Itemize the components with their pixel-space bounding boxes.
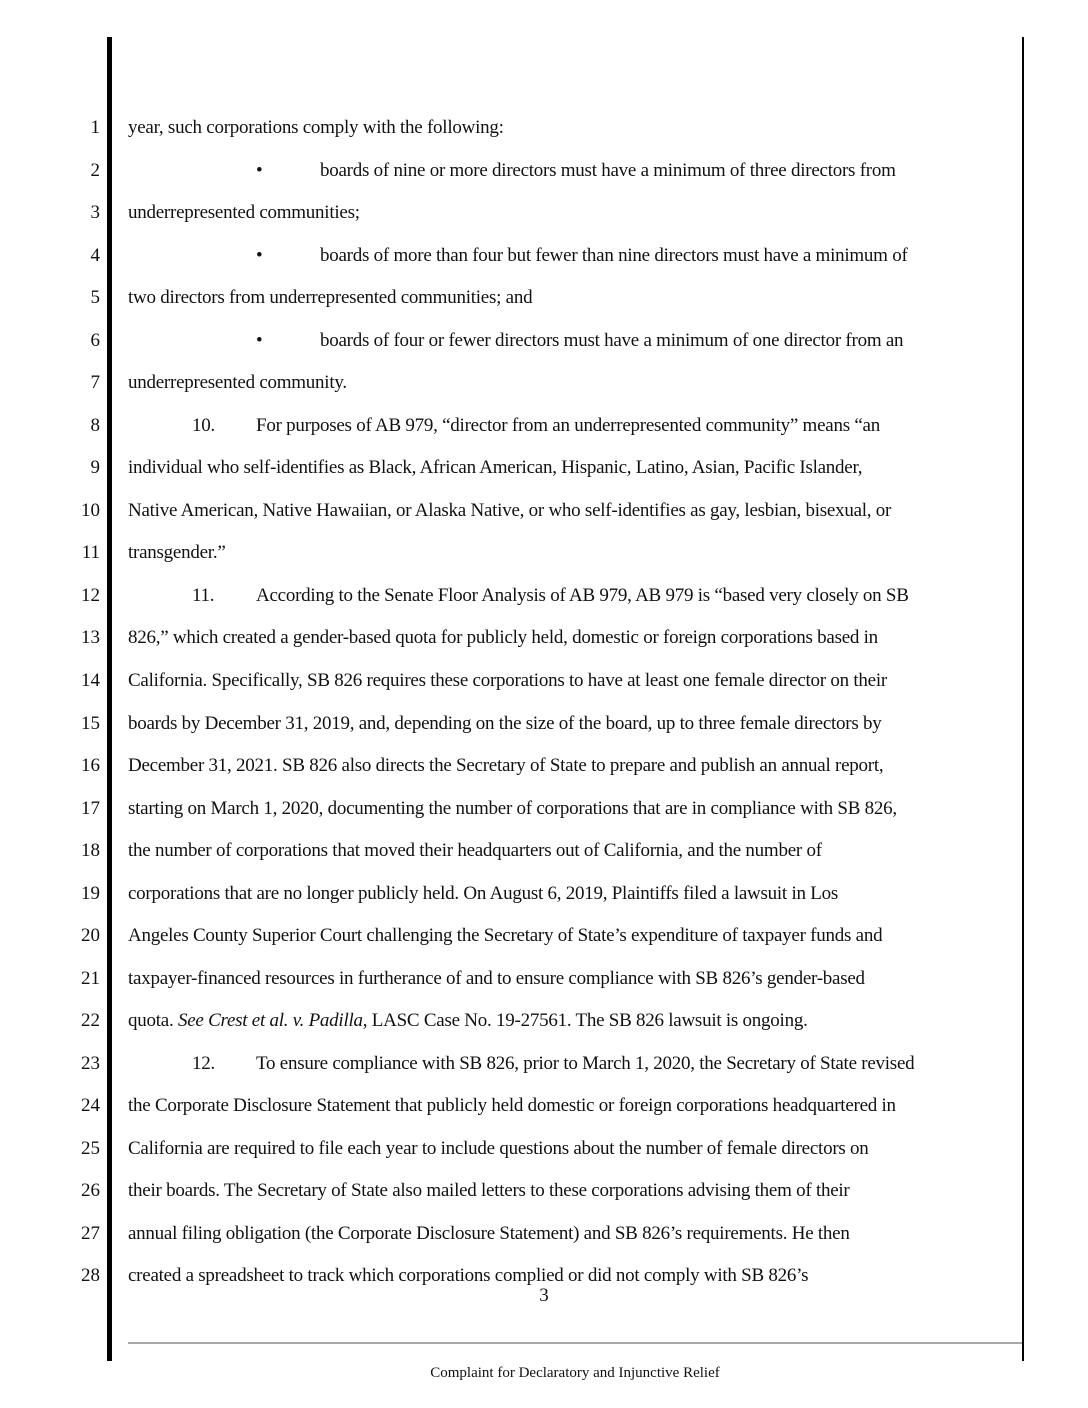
line-text: transgender.” [128,542,226,563]
line-number: 8 [90,415,100,436]
line-number: 26 [81,1180,100,1201]
paragraph-start-line [128,1054,914,1074]
footer-divider [128,1342,1022,1344]
line-text: their boards. The Secretary of State also mailed letters to these corporations advising them of their [128,1180,850,1201]
line-text: created a spreadsheet to track which corporations complied or did not comply with SB 826’s [128,1265,809,1286]
bullet-line [128,161,896,181]
paragraph-start-line [128,586,909,606]
body-line [128,1139,869,1159]
body-line [128,373,347,393]
body-line [128,543,226,563]
body-line [128,501,891,521]
line-number: 13 [81,627,100,648]
line-number: 22 [81,1010,100,1031]
body-line [128,628,878,648]
line-number: 11 [81,542,100,563]
line-text: corporations that are no longer publicly held. On August 6, 2019, Plaintiffs filed a lawsuit in Los [128,883,838,904]
body-line [128,799,897,819]
body-line-with-citation [128,1011,808,1031]
bullet-line [128,246,908,266]
left-margin-rule [107,37,112,1361]
body-line [128,288,532,308]
line-number: 18 [81,840,100,861]
body-line [128,926,882,946]
line-number: 16 [81,755,100,776]
paragraph-number: 12. [192,1053,215,1074]
body-line [128,1096,896,1116]
line-number: 12 [81,585,100,606]
body-line [128,756,883,776]
line-text: starting on March 1, 2020, documenting the number of corporations that are in compliance with SB 826, [128,798,897,819]
line-text: underrepresented communities; [128,202,360,223]
body-line [128,203,360,223]
line-text: To ensure compliance with SB 826, prior to March 1, 2020, the Secretary of State revised [256,1053,915,1074]
body-line [128,841,822,861]
body-line [128,1181,850,1201]
line-text: boards of nine or more directors must have a minimum of three directors from [320,160,896,181]
case-citation: See Crest et al. v. Padilla [177,1010,363,1031]
line-number: 10 [81,500,100,521]
line-number: 4 [90,245,100,266]
body-line [128,884,838,904]
line-number: 19 [81,883,100,904]
line-text: boards of four or fewer directors must have a minimum of one director from an [320,330,904,351]
line-number: 2 [90,160,100,181]
line-text: California. Specifically, SB 826 requires these corporations to have at least one female director on their [128,670,887,691]
paragraph-number: 11. [192,585,215,606]
line-number: 15 [81,713,100,734]
line-number: 3 [90,202,100,223]
line-number: 28 [81,1265,100,1286]
line-number: 25 [81,1138,100,1159]
line-text: boards of more than four but fewer than nine directors must have a minimum of [320,245,908,266]
line-text: individual who self-identifies as Black, African American, Hispanic, Latino, Asian, Pacific Islander, [128,457,863,478]
line-number: 6 [90,330,100,351]
body-line [128,118,504,138]
line-text: , LASC Case No. 19-27561. The SB 826 lawsuit is ongoing. [362,1010,808,1031]
line-number: 5 [90,287,100,308]
line-text: the Corporate Disclosure Statement that publicly held domestic or foreign corporations headquartered in [128,1095,896,1116]
bullet-line [128,331,903,351]
body-line [128,714,882,734]
line-number: 23 [81,1053,100,1074]
line-text: According to the Senate Floor Analysis of AB 979, AB 979 is “based very closely on SB [256,585,909,606]
line-text: boards by December 31, 2019, and, depending on the size of the board, up to three female directors by [128,713,882,734]
line-text: California are required to file each year to include questions about the number of female directors on [128,1138,869,1159]
body-line [128,458,862,478]
line-text: quota. [128,1010,178,1031]
line-text: For purposes of AB 979, “director from an underrepresented community” means “an [256,415,880,436]
line-number: 14 [81,670,100,691]
line-number: 24 [81,1095,100,1116]
body-line [128,671,887,691]
line-number: 1 [90,117,100,138]
line-text: taxpayer-financed resources in furtherance of and to ensure compliance with SB 826’s gender-based [128,968,865,989]
line-number: 17 [81,798,100,819]
page-number: 3 [539,1285,549,1306]
line-text: December 31, 2021. SB 826 also directs the Secretary of State to prepare and publish an annual report, [128,755,884,776]
body-line [128,969,865,989]
line-number: 27 [81,1223,100,1244]
paragraph-number: 10. [192,415,215,436]
line-number: 7 [90,372,100,393]
line-text: Angeles County Superior Court challenging the Secretary of State’s expenditure of taxpayer funds and [128,925,883,946]
line-number: 21 [81,968,100,989]
line-text: two directors from underrepresented communities; and [128,287,533,308]
right-margin-rule [1022,37,1024,1361]
line-text: the number of corporations that moved their headquarters out of California, and the number of [128,840,822,861]
footer-title: Complaint for Declaratory and Injunctive Relief [430,1365,720,1381]
line-text: year, such corporations comply with the following: [128,117,504,138]
bullet-icon: • [256,245,263,266]
body-line [128,1266,808,1286]
line-number: 20 [81,925,100,946]
line-text: annual filing obligation (the Corporate Disclosure Statement) and SB 826’s requirements. He then [128,1223,850,1244]
body-line [128,1224,850,1244]
bullet-icon: • [256,160,263,181]
line-number: 9 [90,457,100,478]
line-text: 826,” which created a gender-based quota for publicly held, domestic or foreign corporations based in [128,627,878,648]
bullet-icon: • [256,330,263,351]
line-text: Native American, Native Hawaiian, or Alaska Native, or who self-identifies as gay, lesbian, bisexual, or [128,500,892,521]
paragraph-start-line [128,416,880,436]
line-text: underrepresented community. [128,372,347,393]
